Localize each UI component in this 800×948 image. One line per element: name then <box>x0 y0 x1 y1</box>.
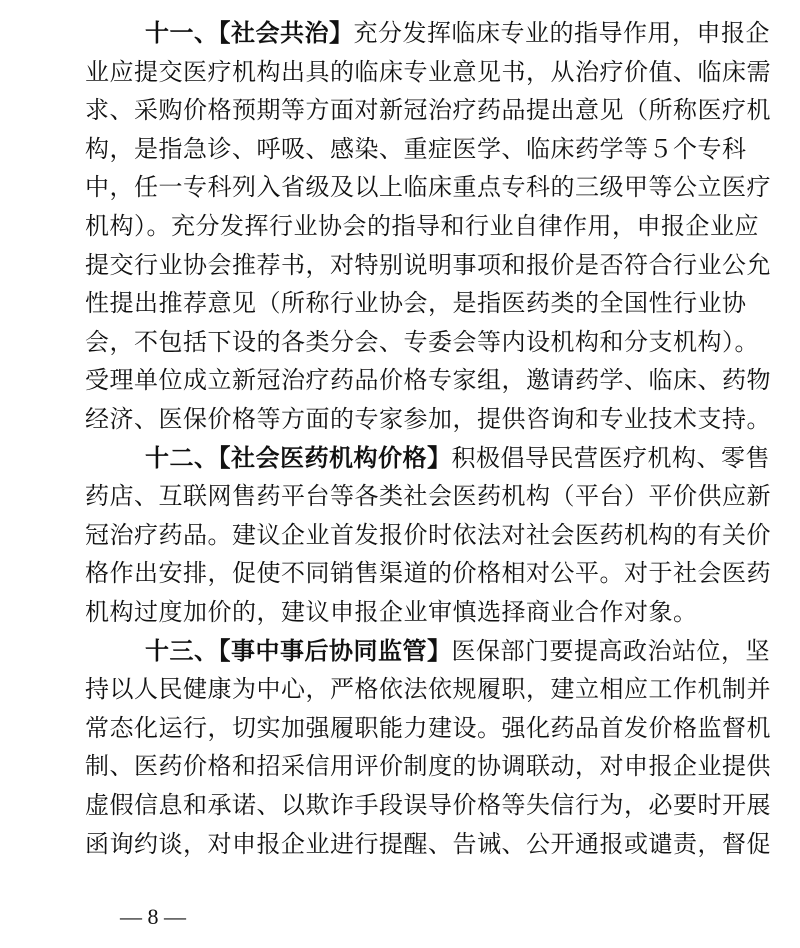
paragraph-line: 提交行业协会推荐书，对特别说明事项和报价是否符合行业公允 <box>85 250 771 279</box>
paragraph-text: 医保部门要提高政治站位，坚 <box>451 636 770 665</box>
paragraph-line: 持以人民健康为中心，严格依法依规履职，建立相应工作机制并 <box>85 675 771 704</box>
section-heading: 十一、【社会共治】 <box>145 19 354 47</box>
page-number: — 8 — <box>120 904 186 929</box>
paragraph-line: 函询约谈，对申报企业进行提醒、告诫、公开通报或谴责，督促 <box>85 829 771 858</box>
paragraph-line: 机构过度加价的，建议申报企业审慎选择商业合作对象。 <box>85 598 698 626</box>
paragraph-line: 构，是指急诊、呼吸、感染、重症医学、临床药学等５个专科 <box>85 134 747 163</box>
paragraph-line: 药店、互联网售药平台等各类社会医药机构（平台）平价供应新 <box>85 482 771 511</box>
section-heading: 十二、【社会医药机构价格】 <box>145 443 452 472</box>
section-heading: 十三、【事中事后协同监管】 <box>145 636 452 665</box>
paragraph-line: 会，不包括下设的各类分会、专委会等内设机构和分支机构）。 <box>85 327 759 356</box>
paragraph-line: 中，任一专科列入省级及以上临床重点专科的三级甲等公立医疗 <box>85 173 771 202</box>
paragraph-line: 性提出推荐意见（所称行业协会，是指医药类的全国性行业协 <box>85 289 747 318</box>
section-13-first-line <box>145 632 770 671</box>
paragraph-line: 业应提交医疗机构出具的临床专业意见书，从治疗价值、临床需 <box>85 57 771 86</box>
paragraph-line: 虚假信息和承诺、以欺诈手段误导价格等失信行为，必要时开展 <box>85 791 771 819</box>
paragraph-line: 受理单位成立新冠治疗药品价格专家组，邀请药学、临床、药物 <box>85 366 771 395</box>
paragraph-line: 机构）。充分发挥行业协会的指导和行业自律作用，申报企业应 <box>85 212 759 240</box>
paragraph-line: 经济、医保价格等方面的专家参加，提供咨询和专业技术支持。 <box>85 405 771 433</box>
paragraph-line: 格作出安排，促使不同销售渠道的价格相对公平。对于社会医药 <box>85 559 771 588</box>
section-11-first-line <box>145 14 770 53</box>
paragraph-line: 冠治疗药品。建议企业首发报价时依法对社会医药机构的有关价 <box>85 520 771 549</box>
paragraph-line: 制、医药价格和招采信用评价制度的协调联动，对申报企业提供 <box>85 752 771 781</box>
section-12-first-line <box>145 439 770 478</box>
paragraph-line: 常态化运行，切实加强履职能力建设。强化药品首发价格监督机 <box>85 713 771 742</box>
paragraph-line: 求、采购价格预期等方面对新冠治疗药品提出意见（所称医疗机 <box>85 96 771 125</box>
paragraph-text: 积极倡导民营医疗机构、零售 <box>451 443 770 472</box>
paragraph-text: 充分发挥临床专业的指导作用，申报企 <box>353 19 770 47</box>
